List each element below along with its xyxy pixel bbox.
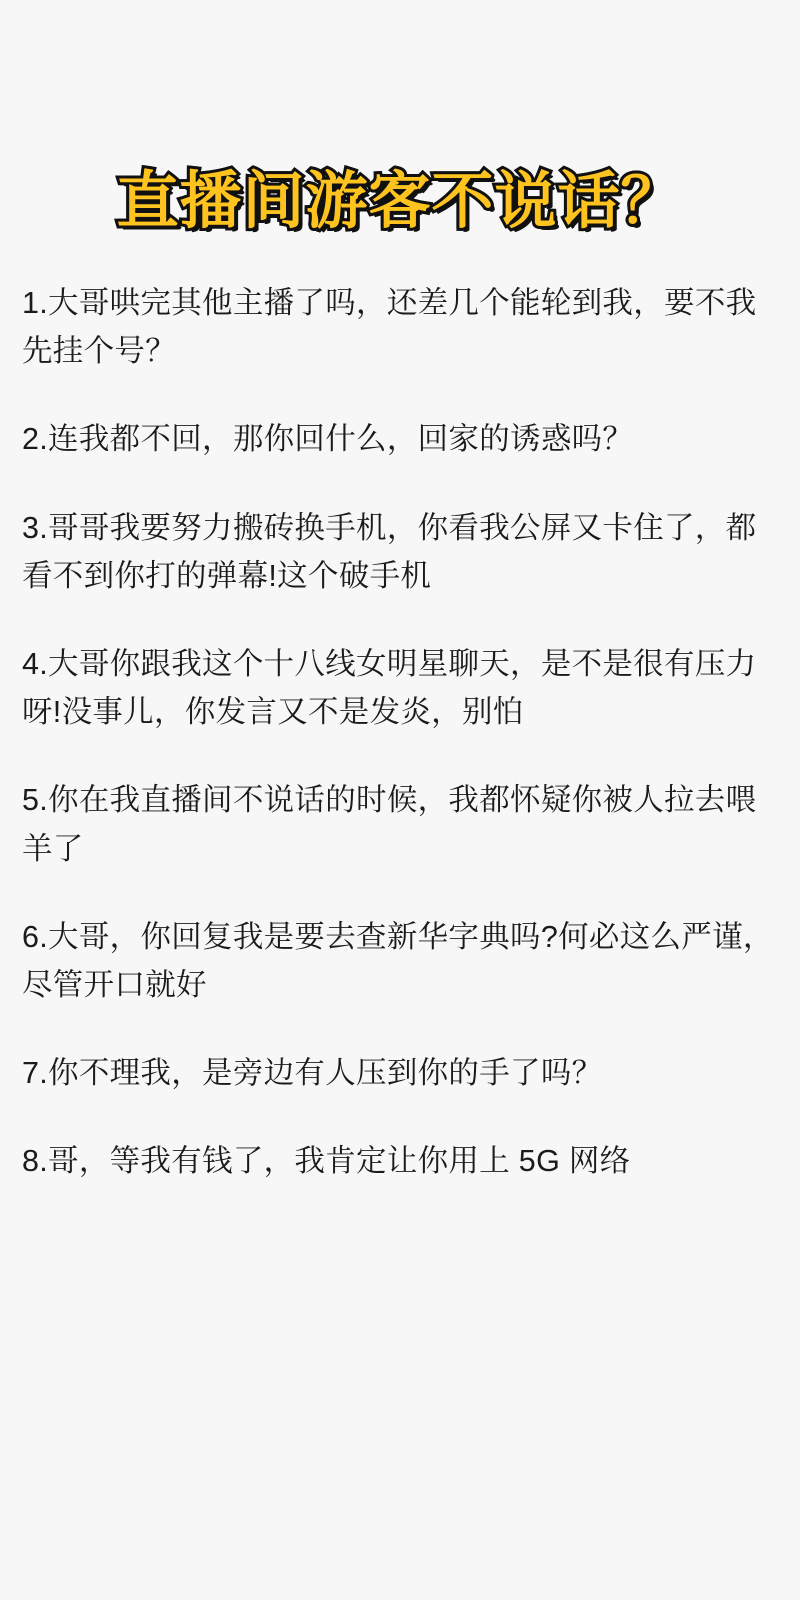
list-item: 1.大哥哄完其他主播了吗，还差几个能轮到我，要不我先挂个号？ xyxy=(22,286,757,369)
list-item: 3.哥哥我要努力搬砖换手机，你看我公屏又卡住了，都看不到你打的弹幕!这个破手机 xyxy=(22,510,757,593)
list-item: 7.你不理我，是旁边有人压到你的手了吗？ xyxy=(22,1056,603,1091)
list-item: 2.连我都不回，那你回什么，回家的诱惑吗？ xyxy=(22,422,634,457)
tips-list xyxy=(22,279,778,1185)
list-item: 5.你在我直播间不说话的时候，我都怀疑你被人拉去喂羊了 xyxy=(22,783,757,866)
list-item: 8.哥，等我有钱了，我肯定让你用上 5G 网络 xyxy=(22,1144,631,1179)
list-item: 4.大哥你跟我这个十八线女明星聊天，是不是很有压力呀!没事儿，你发言又不是发炎，别怕 xyxy=(22,647,757,730)
page-title: 直播间游客不说话？ xyxy=(116,164,684,237)
title-container xyxy=(22,0,778,237)
list-item: 6.大哥，你回复我是要去查新华字典吗?何必这么严谨，尽管开口就好 xyxy=(22,919,774,1002)
